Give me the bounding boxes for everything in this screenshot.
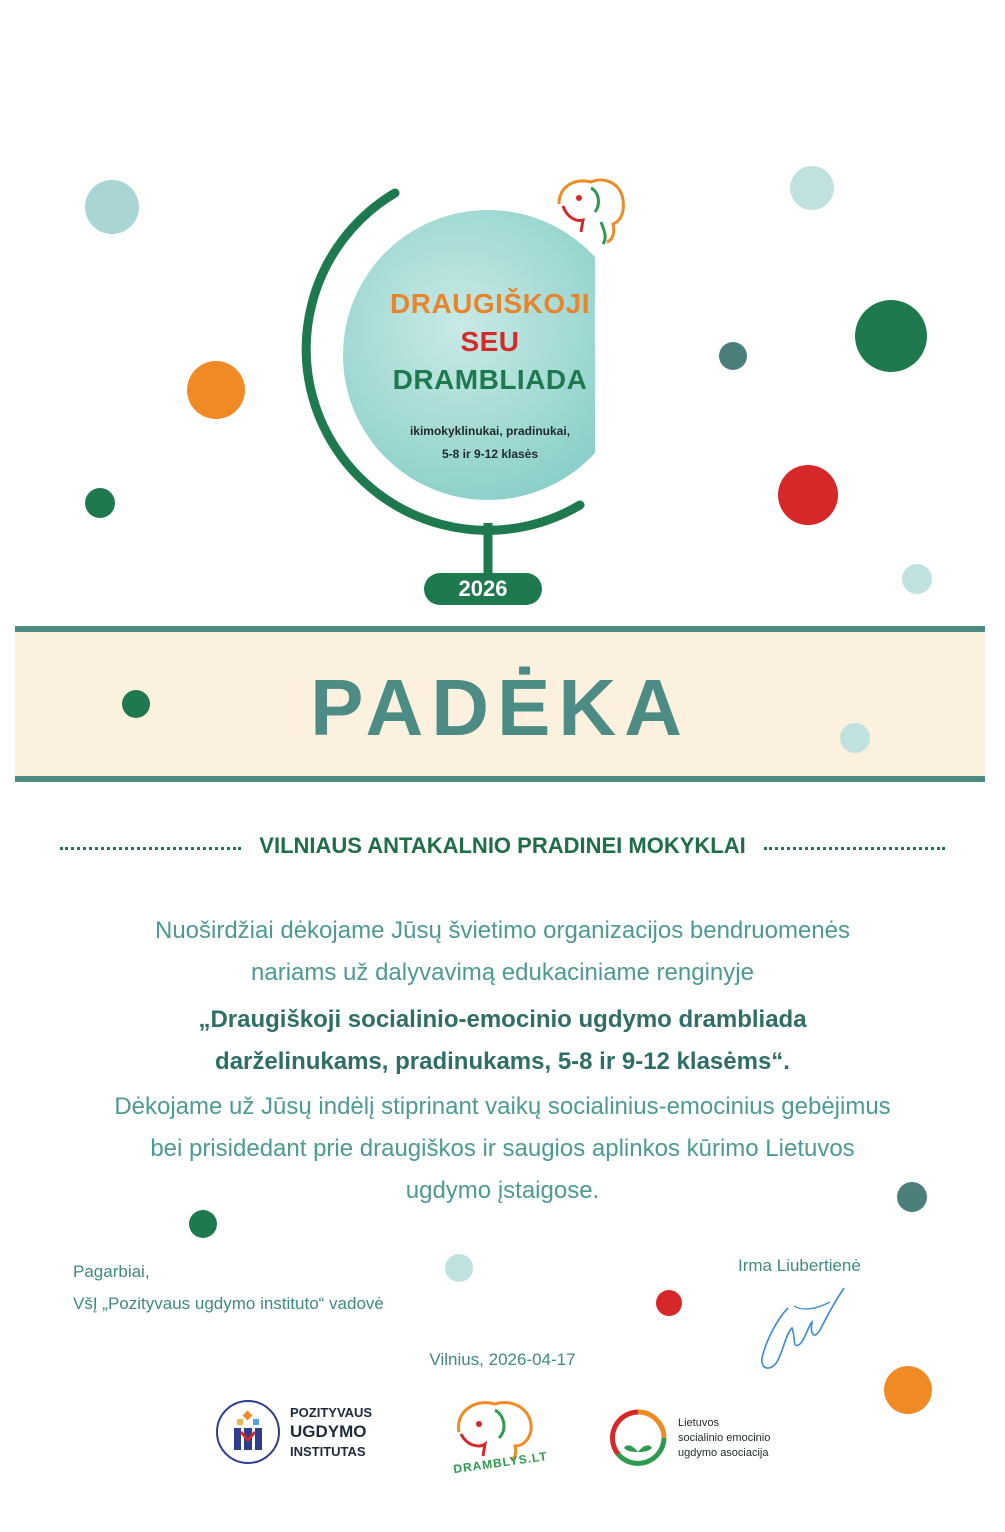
body-paragraph-1 xyxy=(60,910,945,994)
event-title-line2: SEU xyxy=(460,326,520,357)
elephant-logo-icon xyxy=(553,170,633,248)
decor-dot xyxy=(187,361,245,419)
decor-dot xyxy=(902,564,932,594)
lseua-name-line: ugdymo asociacija xyxy=(678,1446,769,1459)
signer-name: Irma Liubertienė xyxy=(738,1256,861,1275)
dramblys-logo xyxy=(445,1392,549,1482)
lseua-emblem-icon xyxy=(608,1408,668,1468)
event-subtitle-line2: 5-8 ir 9-12 klasės xyxy=(441,447,539,461)
pui-name-line: POZITYVAUS xyxy=(290,1405,373,1420)
lseua-name-line: Lietuvos xyxy=(678,1416,719,1429)
decor-dot xyxy=(790,166,834,210)
event-title-line1: DRAUGIŠKOJI xyxy=(390,288,590,319)
body-paragraph-2 xyxy=(60,1086,945,1212)
decor-dot xyxy=(122,690,150,718)
recipient-row xyxy=(60,828,945,864)
dotted-divider xyxy=(764,847,945,850)
decor-dot xyxy=(656,1290,682,1316)
greeting: Pagarbiai, xyxy=(73,1262,150,1281)
pui-name-line: INSTITUTAS xyxy=(290,1444,366,1459)
decor-dot xyxy=(85,180,139,234)
dotted-divider xyxy=(60,847,241,850)
body-line: Nuoširdžiai dėkojame Jūsų švietimo organizacijos bendruomenės xyxy=(154,917,850,944)
body-line: Dėkojame už Jūsų indėlį stiprinant vaikų socialinius-emocinius gebėjimus xyxy=(114,1093,891,1120)
decor-dot xyxy=(855,300,927,372)
decor-dot xyxy=(778,465,838,525)
event-name-line: „Draugiškoji socialinio-emocinio ugdymo drambliada xyxy=(198,1006,807,1033)
signer-position: VšĮ „Pozityvaus ugdymo instituto“ vadovė xyxy=(73,1294,384,1313)
place-date: Vilnius, 2026-04-17 xyxy=(429,1350,576,1369)
lseua-logo xyxy=(608,1408,770,1468)
pui-name-line: UGDYMO xyxy=(290,1422,367,1441)
event-subtitle xyxy=(360,420,620,466)
body-line: bei prisidedant prie draugiškos ir saugios aplinkos kūrimo Lietuvos xyxy=(150,1135,855,1162)
pui-name xyxy=(290,1404,372,1460)
lseua-name xyxy=(678,1416,770,1461)
decor-dot xyxy=(840,723,870,753)
decor-dot xyxy=(719,342,747,370)
lseua-name-line: socialinio emocinio xyxy=(678,1431,771,1444)
decor-dot xyxy=(85,488,115,518)
recipient-name: VILNIAUS ANTAKALNIO PRADINEI MOKYKLAI xyxy=(259,833,746,858)
pui-logo xyxy=(216,1400,372,1464)
decor-dot xyxy=(189,1210,217,1238)
year-badge: 2026 xyxy=(424,573,542,605)
decor-dot xyxy=(884,1366,932,1414)
signature-block xyxy=(73,1256,384,1320)
page-title: PADĖKA xyxy=(310,663,690,752)
event-subtitle-line1: ikimokyklinukai, pradinukai, xyxy=(409,424,571,438)
dramblys-label: DRAMBLYS.LT xyxy=(452,1449,549,1477)
body-line: ugdymo įstaigose. xyxy=(405,1177,600,1204)
event-title-line3: DRAMBLIADA xyxy=(392,364,588,395)
event-name xyxy=(60,999,945,1083)
decor-dot xyxy=(445,1254,473,1282)
pui-emblem-icon xyxy=(216,1400,280,1464)
body-line: nariams už dalyvavimą edukaciniame renginyje xyxy=(251,959,754,986)
event-name-line: darželinukams, pradinukams, 5-8 ir 9-12 klasėms“. xyxy=(215,1048,790,1075)
title-banner xyxy=(15,626,985,782)
